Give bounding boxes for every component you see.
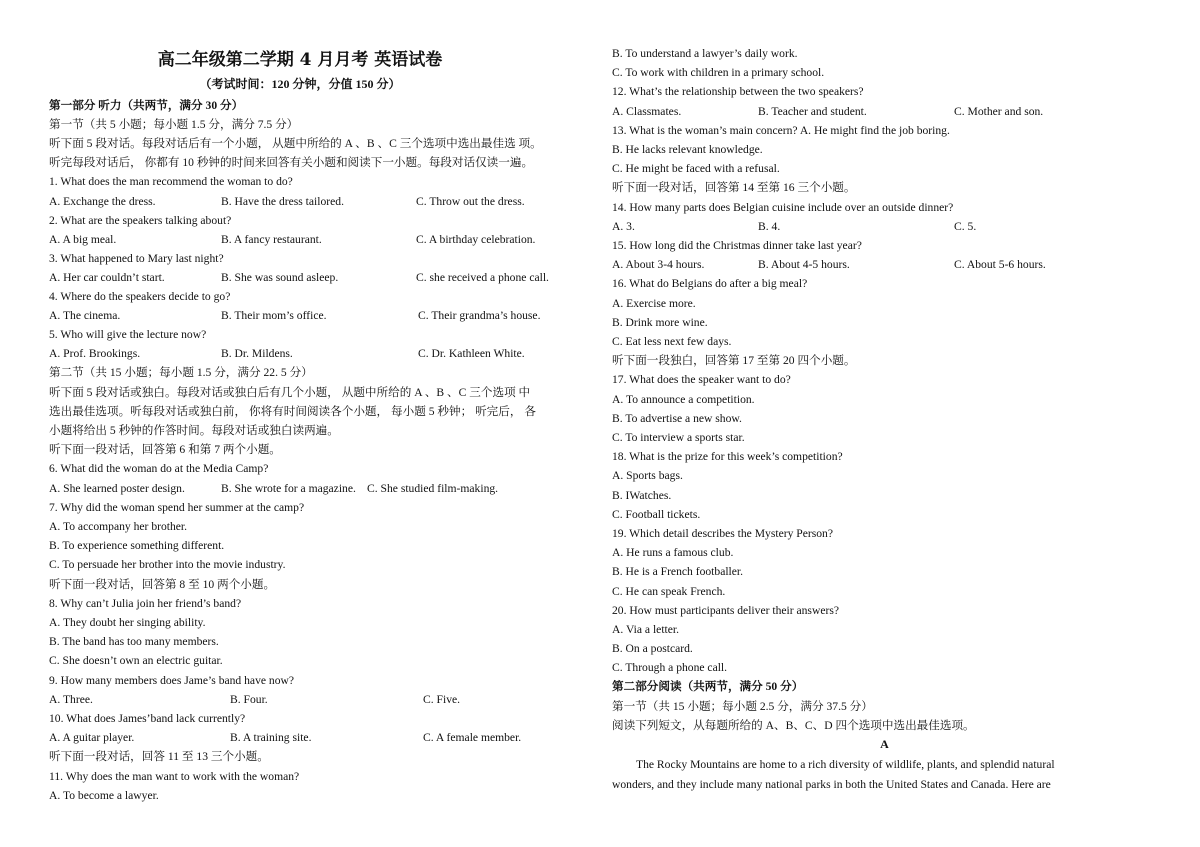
option-c: C. Dr. Kathleen White. — [418, 347, 525, 360]
options-row — [49, 306, 589, 325]
dialogue-instruction: 听下面一段对话，回答第 8 至 10 两个小题。 — [49, 578, 276, 591]
options-row — [49, 728, 589, 747]
option-c: C. Eat less next few days. — [612, 335, 732, 348]
option-b: B. Teacher and student. — [758, 105, 867, 118]
page-title: 高二年级第二学期 4 月月考 英语试卷 — [157, 50, 443, 70]
option-b: B. To understand a lawyer’s daily work. — [612, 47, 798, 60]
option-b: B. She wrote for a magazine. — [221, 482, 356, 495]
option-b: B. On a postcard. — [612, 642, 693, 655]
dialogue-instruction: 听下面一段对话，回答第 14 至第 16 三个小题。 — [612, 181, 856, 194]
option-b: B. Their mom’s office. — [221, 309, 327, 322]
option-a: A. Three. — [49, 693, 93, 706]
dialogue-instruction: 听下面一段对话，回答第 6 和第 7 两个小题。 — [49, 443, 281, 456]
question-4: 4. Where do the speakers decide to go? — [49, 290, 231, 303]
question-8: 8. Why can’t Julia join her friend’s band? — [49, 597, 242, 610]
option-a: A. Prof. Brookings. — [49, 347, 141, 360]
question-6: 6. What did the woman do at the Media Camp? — [49, 462, 269, 475]
question-18: 18. What is the prize for this week’s competition? — [612, 450, 843, 463]
options-row — [49, 268, 589, 287]
page-subtitle: （考试时间：120 分钟，分值 150 分） — [199, 77, 401, 91]
option-c: C. A female member. — [423, 731, 522, 744]
option-b: B. Drink more wine. — [612, 316, 708, 329]
question-9: 9. How many members does Jame’s band have now? — [49, 674, 295, 687]
option-b: B. About 4-5 hours. — [758, 258, 850, 271]
part2-heading: 第二部分阅读（共两节，满分 50 分） — [612, 680, 804, 693]
option-b: B. A fancy restaurant. — [221, 233, 322, 246]
options-row — [612, 255, 1157, 274]
option-c: C. Mother and son. — [954, 105, 1044, 118]
option-a: A. To accompany her brother. — [49, 520, 188, 533]
passage-text: The Rocky Mountains are home to a rich diversity of wildlife, plants, and splendid natural — [636, 758, 1055, 771]
option-c: C. He might be faced with a refusal. — [612, 162, 780, 175]
options-row — [49, 230, 589, 249]
option-a: A. Classmates. — [612, 105, 682, 118]
section2-instruction: 听下面 5 段对话或独白。每段对话或独白后有几个小题， 从题中所给的 A 、B 、C 三个选项 中 — [49, 386, 531, 399]
passage-letter: A — [880, 737, 889, 751]
option-c: C. Their grandma’s house. — [418, 309, 541, 322]
option-a: A. A big meal. — [49, 233, 117, 246]
options-row — [612, 217, 1157, 236]
question-20: 20. How must participants deliver their answers? — [612, 604, 839, 617]
option-b: B. Four. — [230, 693, 268, 706]
question-14: 14. How many parts does Belgian cuisine include over an outside dinner? — [612, 201, 954, 214]
question-2: 2. What are the speakers talking about? — [49, 214, 232, 227]
option-b: B. She was sound asleep. — [221, 271, 339, 284]
option-a: A. Exchange the dress. — [49, 195, 156, 208]
section1-heading: 第一节（共 5 小题；每小题 1.5 分，满分 7.5 分） — [49, 118, 299, 131]
section2-instruction: 选出最佳选项。听每段对话或独白前， 你将有时间阅读各个小题， 每小题 5 秒钟； 听完后， 各 — [49, 405, 536, 418]
question-15: 15. How long did the Christmas dinner take last year? — [612, 239, 862, 252]
option-c: C. Five. — [423, 693, 461, 706]
option-a: A. A guitar player. — [49, 731, 135, 744]
option-a: A. To announce a competition. — [612, 393, 755, 406]
option-b: B. IWatches. — [612, 489, 672, 502]
dialogue-instruction: 听下面一段对话，回答 11 至 13 三个小题。 — [49, 750, 269, 763]
section1-instruction: 听下面 5 段对话。每段对话后有一个小题， 从题中所给的 A 、B 、C 三个选项中选出最佳选 项。 — [49, 137, 542, 150]
dialogue-instruction: 听下面一段独白，回答第 17 至第 20 四个小题。 — [612, 354, 856, 367]
options-row — [49, 344, 589, 363]
part2-section1-heading: 第一节（共 15 小题；每小题 2.5 分，满分 37.5 分） — [612, 700, 873, 713]
option-c: C. Football tickets. — [612, 508, 701, 521]
question-12: 12. What’s the relationship between the two speakers? — [612, 85, 864, 98]
option-c: C. About 5-6 hours. — [954, 258, 1046, 271]
option-b: B. To experience something different. — [49, 539, 225, 552]
question-11: 11. Why does the man want to work with the woman? — [49, 770, 300, 783]
option-a: A. Via a letter. — [612, 623, 680, 636]
option-c: C. He can speak French. — [612, 585, 726, 598]
options-row — [49, 192, 589, 211]
option-c: C. Through a phone call. — [612, 661, 728, 674]
option-b: B. To advertise a new show. — [612, 412, 742, 425]
option-c: C. she received a phone call. — [416, 271, 549, 284]
option-c: C. 5. — [954, 220, 977, 233]
option-c: C. A birthday celebration. — [416, 233, 536, 246]
option-a: A. 3. — [612, 220, 635, 233]
part1-heading: 第一部分 听力（共两节，满分 30 分） — [49, 99, 244, 112]
question-1: 1. What does the man recommend the woman to do? — [49, 175, 293, 188]
option-c: C. To interview a sports star. — [612, 431, 745, 444]
option-a: A. Exercise more. — [612, 297, 696, 310]
option-b: B. He is a French footballer. — [612, 565, 744, 578]
option-b: B. Have the dress tailored. — [221, 195, 344, 208]
option-c: C. To persuade her brother into the movie industry. — [49, 558, 286, 571]
option-c: C. She studied film-making. — [367, 482, 499, 495]
option-a: A. They doubt her singing ability. — [49, 616, 206, 629]
option-c: C. She doesn’t own an electric guitar. — [49, 654, 223, 667]
option-a: A. The cinema. — [49, 309, 121, 322]
option-a: A. Her car couldn’t start. — [49, 271, 165, 284]
question-7: 7. Why did the woman spend her summer at the camp? — [49, 501, 305, 514]
option-a: A. To become a lawyer. — [49, 789, 159, 802]
option-a: A. About 3-4 hours. — [612, 258, 705, 271]
option-c: C. To work with children in a primary school. — [612, 66, 825, 79]
question-16: 16. What do Belgians do after a big meal? — [612, 277, 808, 290]
option-b: B. He lacks relevant knowledge. — [612, 143, 763, 156]
part2-instruction: 阅读下列短文，从每题所给的 A、B、C、D 四个选项中选出最佳选项。 — [612, 719, 975, 732]
option-c: C. Throw out the dress. — [416, 195, 525, 208]
option-b: B. A training site. — [230, 731, 312, 744]
question-19: 19. Which detail describes the Mystery Person? — [612, 527, 833, 540]
option-a: A. He runs a famous club. — [612, 546, 734, 559]
section2-heading: 第二节（共 15 小题；每小题 1.5 分，满分 22. 5 分） — [49, 366, 313, 379]
section1-instruction: 听完每段对话后， 你都有 10 秒钟的时间来回答有关小题和阅读下一小题。每段对话仅读一遍。 — [49, 156, 534, 169]
option-b: B. 4. — [758, 220, 781, 233]
options-row — [612, 102, 1157, 121]
option-a: A. She learned poster design. — [49, 482, 185, 495]
section2-instruction: 小题将给出 5 秒钟的作答时间。每段对话或独白读两遍。 — [49, 424, 339, 437]
options-row — [49, 690, 589, 709]
option-b: B. The band has too many members. — [49, 635, 219, 648]
passage-text: wonders, and they include many national parks in both the United States and Canada. Here are — [612, 778, 1051, 791]
question-13: 13. What is the woman’s main concern? A. He might find the job boring. — [612, 124, 950, 137]
question-10: 10. What does James’band lack currently? — [49, 712, 246, 725]
option-b: B. Dr. Mildens. — [221, 347, 293, 360]
question-5: 5. Who will give the lecture now? — [49, 328, 207, 341]
option-a: A. Sports bags. — [612, 469, 683, 482]
question-17: 17. What does the speaker want to do? — [612, 373, 791, 386]
question-3: 3. What happened to Mary last night? — [49, 252, 224, 265]
options-row — [49, 479, 589, 498]
